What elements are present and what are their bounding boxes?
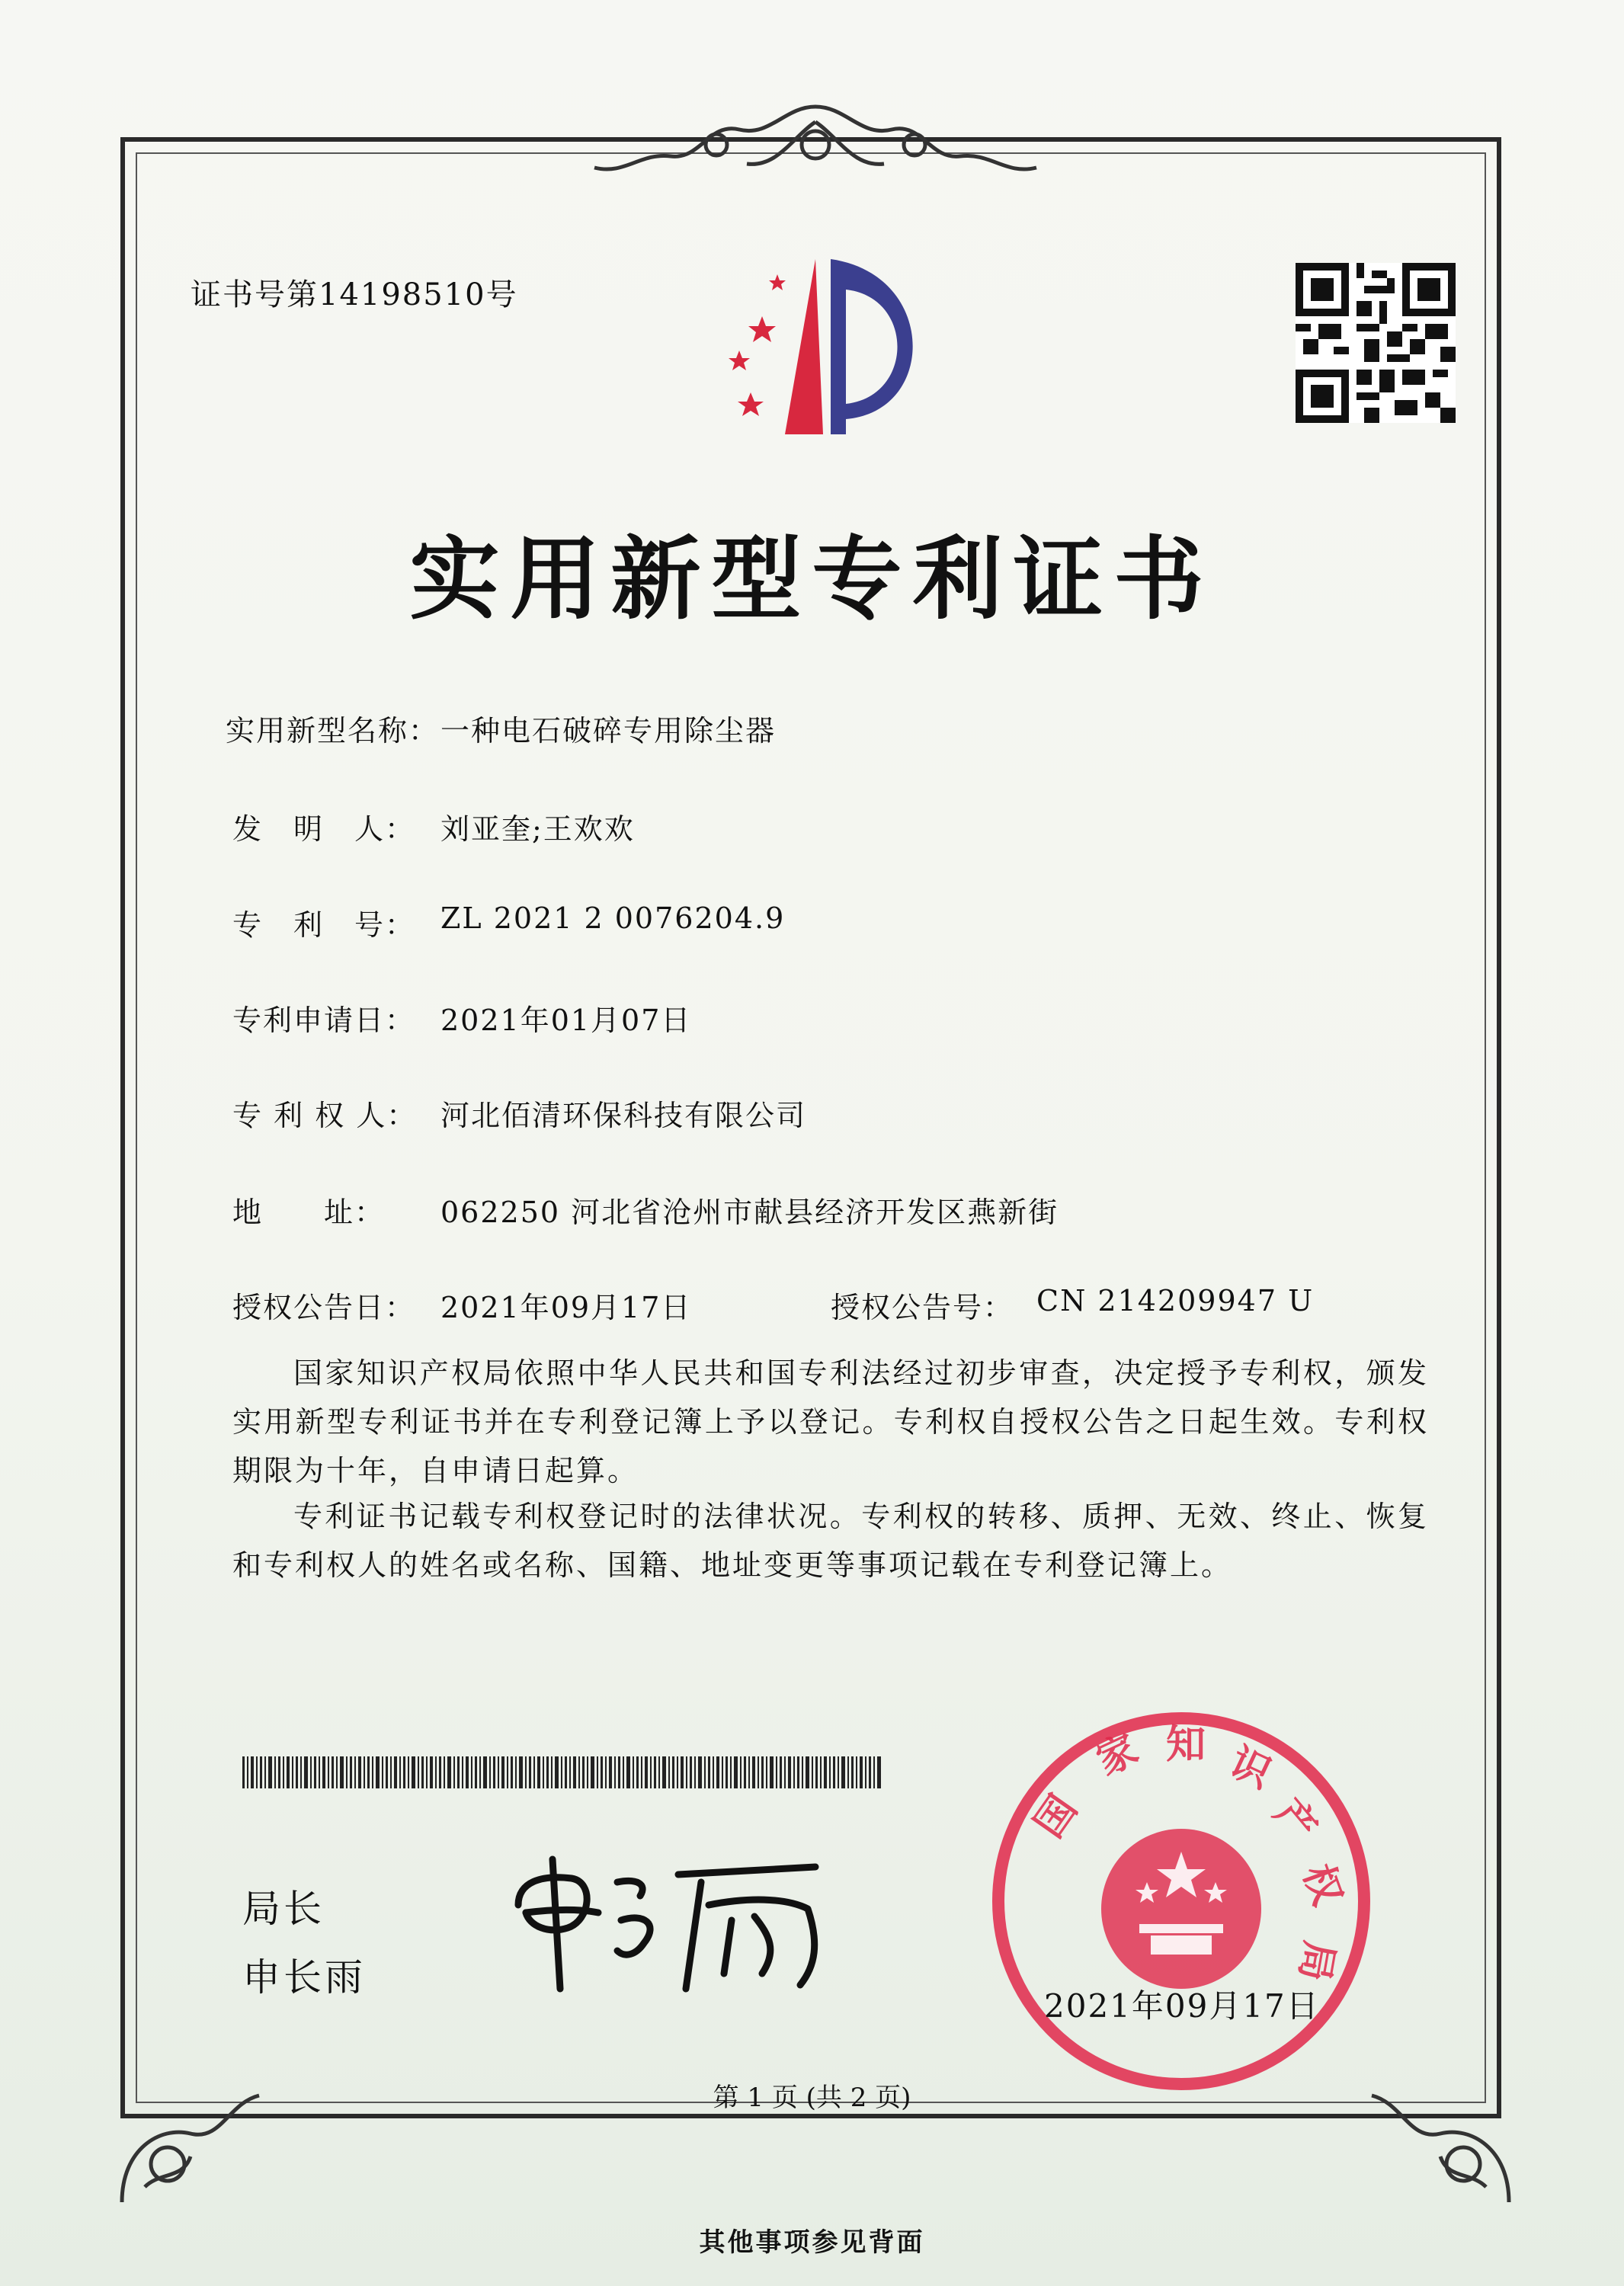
grant-date-label: 授权公告日： (232, 1291, 416, 1324)
svg-text:产: 产 (1265, 1790, 1326, 1851)
inventor-label: 发 明 人： (232, 812, 416, 846)
grant-statement-paragraph: 国家知识产权局依照中华人民共和国专利法经过初步审查，决定授予专利权，颁发实用新型专利证书并在专利登记簿上予以登记。专利权自授权公告之日起生效。专利权期限为十年，自申请日起算。 (232, 1356, 1429, 1487)
qr-code-icon (1296, 263, 1456, 423)
svg-text:权: 权 (1293, 1858, 1350, 1912)
footer-note: 其他事项参见背面 (699, 2227, 925, 2258)
patent-office-logo-icon (686, 244, 937, 442)
official-name: 申长雨 (242, 1955, 366, 1999)
patent-number-label: 专 利 号： (232, 908, 416, 942)
certificate-number: 证书号第14198510号 (191, 277, 518, 312)
name-label: 实用新型名称： (226, 714, 440, 748)
inventor-value: 刘亚奎;王欢欢 (440, 812, 635, 846)
patentee-value: 河北佰清环保科技有限公司 (440, 1099, 807, 1132)
name-value: 一种电石破碎专用除尘器 (440, 714, 777, 748)
barcode-icon (242, 1756, 882, 1788)
grant-date-value: 2021年09月17日 (440, 1291, 692, 1324)
handwritten-signature-icon (495, 1836, 861, 2004)
patentee-label: 专 利 权 人： (232, 1099, 418, 1132)
grant-number-value: CN 214209947 U (1036, 1284, 1315, 1317)
svg-text:局: 局 (1290, 1937, 1343, 1985)
svg-text:识: 识 (1222, 1739, 1279, 1798)
svg-text:家: 家 (1090, 1726, 1145, 1785)
svg-text:国: 国 (1026, 1787, 1087, 1846)
seal-date: 2021年09月17日 (1044, 1987, 1320, 2025)
filing-date-label: 专利申请日： (232, 1004, 416, 1037)
address-label: 地 址： (232, 1196, 386, 1229)
filing-date-value: 2021年01月07日 (440, 1004, 692, 1037)
grant-number-label: 授权公告号： (831, 1291, 1014, 1324)
official-seal-icon (983, 1703, 1379, 2099)
svg-text:知: 知 (1166, 1722, 1206, 1768)
patent-number-value: ZL 2021 2 0076204.9 (440, 901, 786, 935)
address-value: 062250 河北省沧州市献县经济开发区燕新街 (440, 1196, 1059, 1229)
top-ornament-icon (579, 91, 1052, 190)
legal-status-paragraph: 专利证书记载专利权登记时的法律状况。专利权的转移、质押、无效、终止、恢复和专利权人的姓名或名称、国籍、地址变更等事项记载在专利登记簿上。 (232, 1500, 1429, 1582)
page-number: 第 1 页 (共 2 页) (713, 2083, 911, 2113)
official-position: 局长 (242, 1887, 325, 1931)
certificate-title: 实用新型专利证书 (409, 527, 1215, 632)
